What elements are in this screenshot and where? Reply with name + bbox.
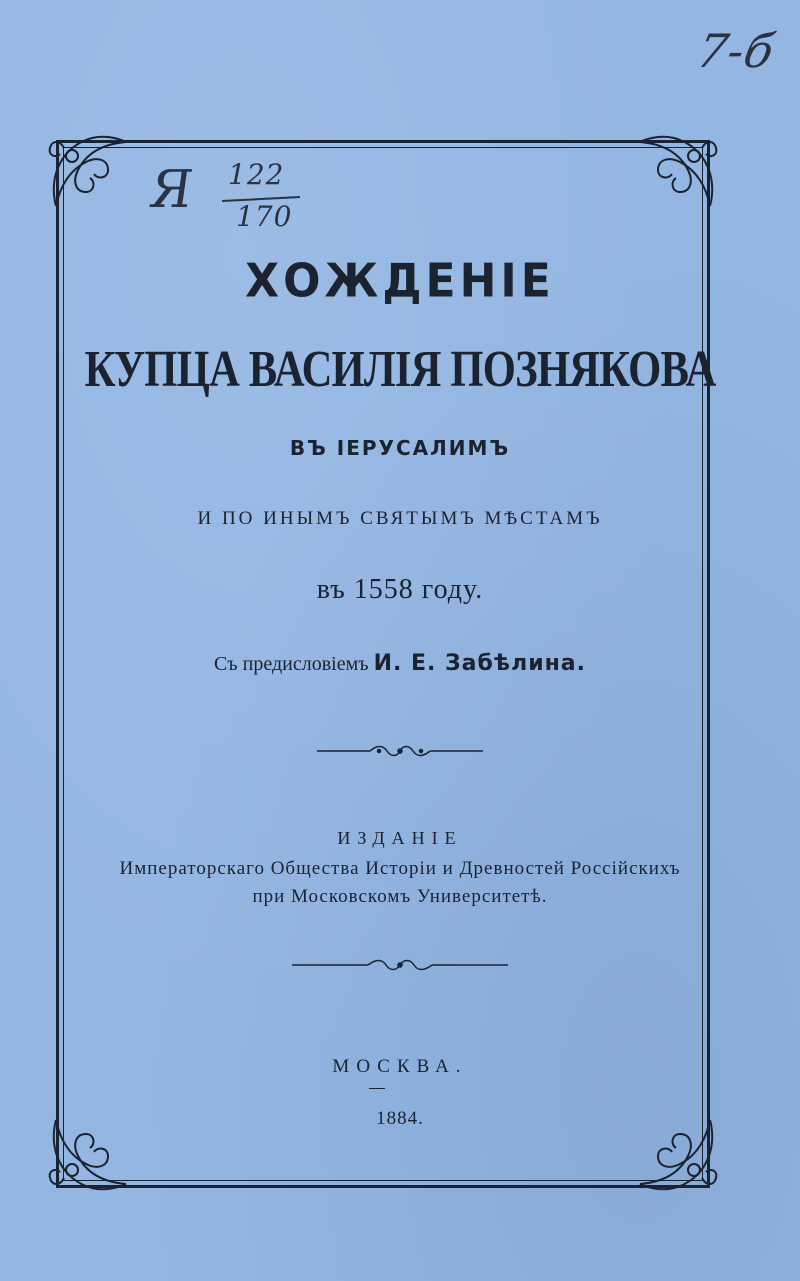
title-line-2: КУПЦА ВАСИЛIЯ ПОЗНЯКОВА	[84, 341, 716, 398]
title-line-4: И ПО ИНЫМЪ СВЯТЫМЪ МѢСТАМЪ	[197, 508, 603, 529]
corner-ornament-top-left	[42, 126, 132, 216]
imprint-dash	[369, 1088, 385, 1089]
imprint-year: 1884.	[376, 1108, 424, 1129]
divider-ornament-2	[0, 958, 800, 972]
publisher-line-2: при Московскомъ Университетѣ.	[252, 886, 548, 907]
title-line-3: ВЪ IЕРУСАЛИМЪ	[289, 436, 511, 460]
divider-ornament-1	[0, 744, 800, 758]
publisher-line-1: Императорскаго Общества Исторiи и Древностей Россiйскихъ	[119, 858, 681, 879]
preface-author: И. Е. Забѣлина.	[373, 651, 587, 676]
imprint-city: МОСКВА.	[332, 1056, 468, 1077]
corner-ornament-top-right	[634, 126, 724, 216]
preface-line	[0, 651, 800, 676]
title-line-1: ХОЖДЕНIЕ	[245, 254, 555, 309]
preface-prefix: Съ предисловiемъ	[213, 653, 369, 675]
handwritten-corner-mark: 7-б	[692, 24, 780, 78]
handwritten-fraction-bottom: 170	[236, 200, 293, 233]
handwritten-fraction-top: 122	[228, 158, 285, 191]
handwritten-shelf-letter: Я	[145, 160, 198, 220]
title-year-line: въ 1558 году.	[316, 574, 484, 605]
publisher-label: ИЗДАНIЕ	[337, 828, 463, 848]
